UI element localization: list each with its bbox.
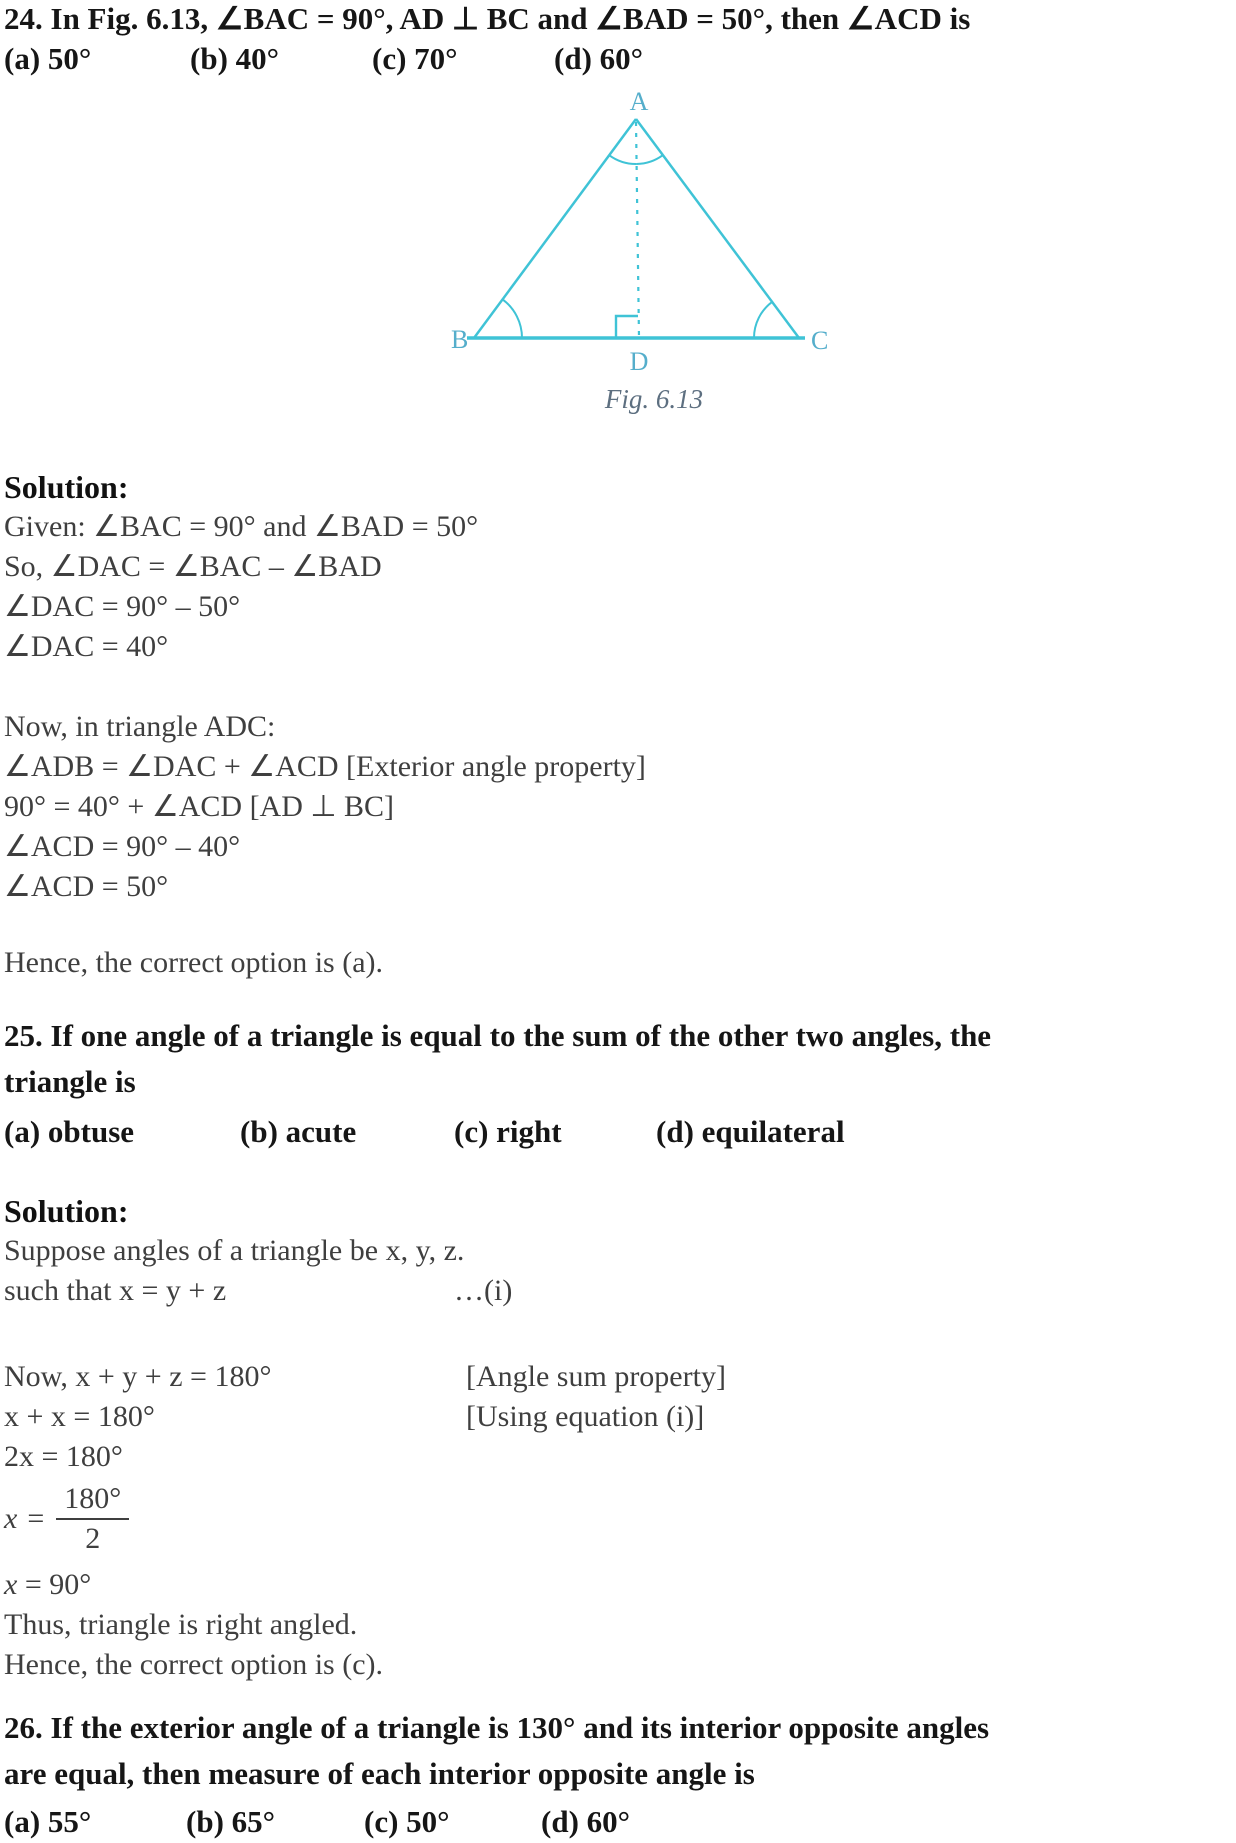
solution-line: Now, in triangle ADC: bbox=[4, 710, 276, 743]
solution-24-heading: Solution: bbox=[4, 469, 129, 505]
angle-arc-b bbox=[503, 299, 522, 338]
equation: such that x = y + z bbox=[4, 1274, 227, 1307]
question-24-title: 24. In Fig. 6.13, ∠BAC = 90°, AD ⊥ BC and ∠BAD = 50°, then ∠ACD is bbox=[4, 1, 971, 36]
solution-line: Given: ∠BAC = 90° and ∠BAD = 50° bbox=[4, 510, 479, 543]
question-25-title-line-1: 25. If one angle of a triangle is equal to the sum of the other two angles, the bbox=[4, 1018, 992, 1053]
variable-x: x bbox=[4, 1568, 18, 1601]
result-value: = 90° bbox=[24, 1568, 92, 1601]
question-24-options bbox=[4, 38, 1236, 80]
equation-reference: …(i) bbox=[454, 1274, 513, 1307]
fraction-numerator: 180° bbox=[56, 1482, 129, 1520]
question-25-title-line-2: triangle is bbox=[4, 1064, 136, 1099]
equals-sign: = bbox=[27, 1502, 45, 1535]
option-a: (a) obtuse bbox=[4, 1114, 135, 1149]
solution-line: ∠DAC = 90° – 50° bbox=[4, 590, 241, 623]
angle-arc-bad bbox=[609, 155, 636, 164]
question-26 bbox=[4, 1705, 1236, 1843]
solution-line: Thus, triangle is right angled. bbox=[4, 1608, 358, 1641]
vertex-label-b: B bbox=[451, 325, 469, 354]
question-26-title-line-1: 26. If the exterior angle of a triangle is 130° and its interior opposite angles bbox=[4, 1710, 990, 1745]
option-b: (b) acute bbox=[240, 1114, 357, 1149]
option-a: (a) 55° bbox=[4, 1804, 92, 1839]
solution-line: 2x = 180° bbox=[4, 1440, 123, 1473]
triangle-diagram bbox=[449, 86, 849, 416]
triangle-side-ac bbox=[636, 119, 799, 338]
solution-conclusion: Hence, the correct option is (a). bbox=[4, 946, 383, 979]
equation-note: [Angle sum property] bbox=[466, 1360, 726, 1393]
equation: Now, x + y + z = 180° bbox=[4, 1360, 272, 1393]
solution-line: ∠ADB = ∠DAC + ∠ACD [Exterior angle property] bbox=[4, 750, 646, 783]
solution-line: So, ∠DAC = ∠BAC – ∠BAD bbox=[4, 550, 382, 583]
option-c: (c) 70° bbox=[372, 41, 458, 76]
option-c: (c) 50° bbox=[364, 1804, 450, 1839]
option-d: (d) 60° bbox=[554, 41, 644, 76]
solution-line: Suppose angles of a triangle be x, y, z. bbox=[4, 1234, 465, 1267]
vertex-label-d: D bbox=[629, 347, 649, 376]
solution-line-with-ref bbox=[4, 1271, 1236, 1311]
solution-conclusion: Hence, the correct option is (c). bbox=[4, 1648, 383, 1681]
angle-arc-dac bbox=[637, 155, 663, 164]
solution-line: 90° = 40° + ∠ACD [AD ⊥ BC] bbox=[4, 790, 395, 823]
question-25-options bbox=[4, 1111, 1236, 1153]
option-d: (d) equilateral bbox=[656, 1114, 845, 1149]
solution-line-with-note bbox=[4, 1397, 1236, 1437]
option-b: (b) 65° bbox=[186, 1804, 276, 1839]
solution-line bbox=[4, 1565, 1236, 1605]
figure-6-13 bbox=[449, 86, 849, 421]
fraction-denominator: 2 bbox=[85, 1522, 101, 1555]
option-c: (c) right bbox=[454, 1114, 562, 1149]
equation: x + x = 180° bbox=[4, 1400, 155, 1433]
question-26-options bbox=[4, 1801, 1236, 1843]
altitude-ad-dashed-line bbox=[636, 122, 639, 338]
option-d: (d) 60° bbox=[541, 1804, 631, 1839]
question-25 bbox=[4, 1013, 1236, 1153]
figure-caption: Fig. 6.13 bbox=[604, 384, 704, 414]
question-26-title-line-2: are equal, then measure of each interior opposite angle is bbox=[4, 1756, 755, 1791]
fraction-equation bbox=[4, 1473, 1236, 1565]
equation-note: [Using equation (i)] bbox=[466, 1400, 705, 1433]
solution-25-heading: Solution: bbox=[4, 1193, 129, 1229]
fraction bbox=[56, 1482, 129, 1556]
variable-x: x bbox=[4, 1502, 18, 1535]
option-b: (b) 40° bbox=[190, 41, 280, 76]
triangle-side-ab bbox=[474, 119, 636, 338]
solution-line: ∠ACD = 90° – 40° bbox=[4, 830, 241, 863]
solution-line: ∠DAC = 40° bbox=[4, 630, 169, 663]
right-angle-mark bbox=[616, 316, 638, 338]
vertex-label-a: A bbox=[629, 87, 649, 116]
vertex-label-c: C bbox=[811, 326, 829, 355]
solution-line-with-note bbox=[4, 1357, 1236, 1397]
solution-line: ∠ACD = 50° bbox=[4, 870, 169, 903]
angle-arc-c bbox=[754, 302, 772, 338]
option-a: (a) 50° bbox=[4, 41, 92, 76]
